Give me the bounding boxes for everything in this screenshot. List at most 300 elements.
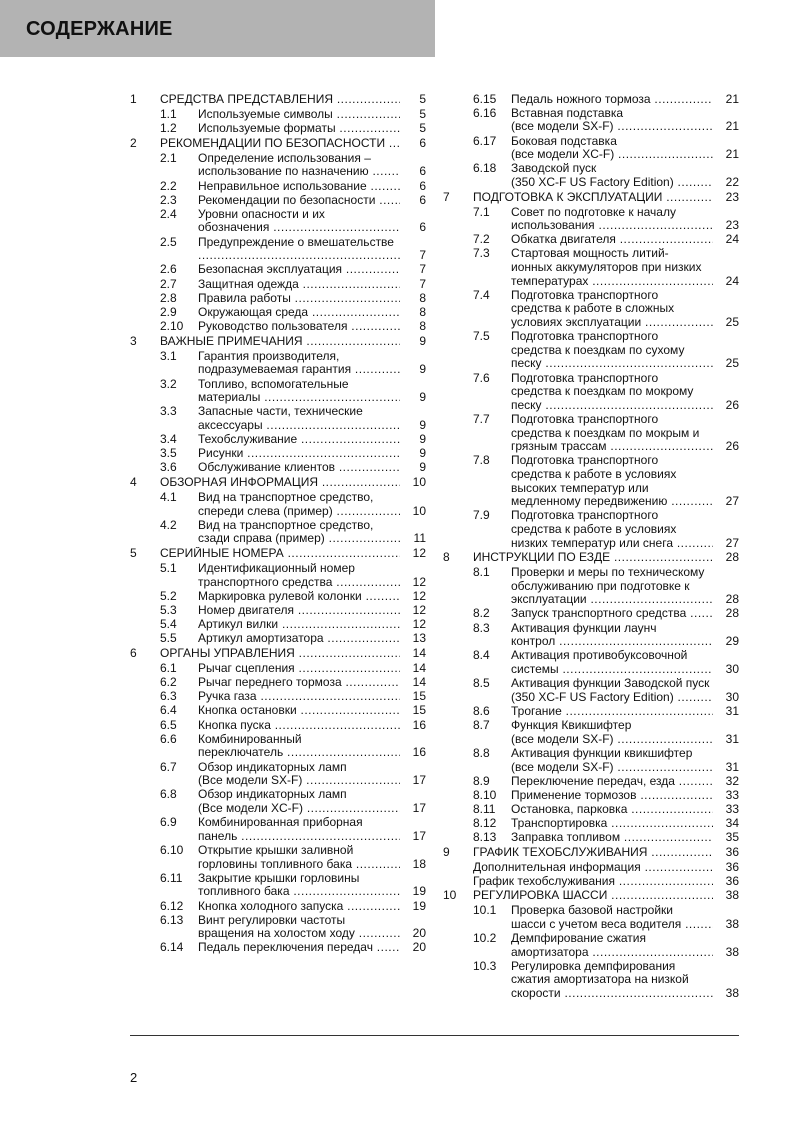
toc-entry[interactable]: [443, 889, 739, 903]
toc-entry-number: 3.4: [160, 432, 177, 447]
toc-entry-title: Рекомендации по безопасности .....: [198, 194, 400, 208]
toc-entry-number: 7: [443, 189, 450, 204]
toc-entry-number: 3.6: [160, 460, 177, 475]
toc-entry[interactable]: [130, 662, 426, 676]
toc-entry-page: 22: [723, 176, 739, 190]
toc-entry-title: Применение тормозов .....: [511, 789, 713, 803]
toc-entry-number: 3.5: [160, 446, 177, 461]
toc-entry-number: 6.4: [160, 703, 177, 718]
toc-entry-title: Транспортировка .....: [511, 817, 713, 831]
toc-entry[interactable]: [443, 551, 739, 565]
toc-entry[interactable]: [443, 960, 739, 1001]
toc-entry[interactable]: [130, 547, 426, 561]
toc-entry-title: Совет по подготовке к началу: [511, 205, 676, 219]
toc-entry-title: (Все модели SX-F) .....: [198, 774, 400, 788]
toc-entry-title: Подготовка транспортного: [511, 454, 659, 468]
toc-entry-page: 27: [723, 495, 739, 509]
toc-entry-title: высоких температур или: [511, 481, 649, 495]
toc-entry[interactable]: [130, 194, 426, 208]
toc-entry-title: Предупреждение о вмешательстве: [198, 235, 394, 249]
toc-entry-title: песку .....: [511, 399, 713, 413]
toc-entry-title: Кнопка пуска .....: [198, 719, 400, 733]
toc-entry-page: 9: [416, 447, 426, 461]
toc-entry-page: 6: [416, 165, 426, 179]
toc-entry-number: 7.6: [473, 370, 490, 385]
toc-entry-title: ОРГАНЫ УПРАВЛЕНИЯ .....: [160, 647, 400, 661]
toc-entry-title: Активация функции Заводской пуск: [511, 677, 710, 691]
toc-entry-title: Техобслуживание .....: [198, 433, 400, 447]
toc-entry-number: 1.1: [160, 106, 177, 121]
toc-entry-page: 27: [723, 537, 739, 551]
toc-entry-number: 6.13: [160, 912, 184, 927]
toc-entry[interactable]: [130, 433, 426, 447]
toc-entry-title: скорости .....: [511, 987, 713, 1001]
toc-entry[interactable]: [130, 900, 426, 914]
toc-entry-page: 26: [723, 399, 739, 413]
toc-entry-number: 8.12: [473, 816, 497, 831]
toc-entry-page: 36: [723, 875, 739, 889]
toc-entry[interactable]: [130, 292, 426, 306]
toc-entry[interactable]: [130, 719, 426, 733]
toc-entry-number: 2.1: [160, 150, 177, 165]
toc-entry[interactable]: [130, 632, 426, 646]
toc-entry-title: Номер двигателя .....: [198, 604, 400, 618]
toc-entry-page: 38: [723, 987, 739, 1001]
toc-entry-page: 24: [723, 275, 739, 289]
toc-entry[interactable]: [130, 152, 426, 179]
toc-entry-title: песку .....: [511, 357, 713, 371]
toc-entry-number: 8.10: [473, 787, 497, 802]
toc-entry-number: 2.5: [160, 234, 177, 249]
toc-entry-title: (все модели XC-F) .....: [511, 148, 713, 162]
toc-entry[interactable]: [130, 590, 426, 604]
toc-entry-title: Защитная одежда .....: [198, 278, 400, 292]
toc-entry-page: 9: [416, 335, 426, 349]
toc-entry-page: 29: [723, 635, 739, 649]
toc-entry[interactable]: [443, 107, 739, 134]
toc-entry-title: Маркировка рулевой колонки .....: [198, 590, 400, 604]
toc-entry-page: 12: [410, 618, 426, 632]
toc-entry-number: 6.7: [160, 759, 177, 774]
toc-entry[interactable]: [443, 677, 739, 704]
toc-entry-number: 1: [130, 92, 137, 107]
toc-entry-title: аксессуары .....: [198, 419, 400, 433]
toc-entry-title: Кнопка холодного запуска .....: [198, 900, 400, 914]
toc-entry-title: Открытие крышки заливной: [198, 843, 354, 857]
toc-entry-title: (все модели SX-F) .....: [511, 733, 713, 747]
toc-entry-number: 5.1: [160, 560, 177, 575]
toc-entry[interactable]: [443, 607, 739, 621]
toc-entry-number: 6.5: [160, 717, 177, 732]
toc-entry-title: Боковая подставка: [511, 134, 617, 148]
toc-entry-page: 25: [723, 357, 739, 371]
toc-entry-title: условиях эксплуатации .....: [511, 316, 713, 330]
toc-entry-title: средства к работе в сложных: [511, 302, 675, 316]
toc-entry[interactable]: [443, 454, 739, 508]
toc-entry-page: 7: [416, 278, 426, 292]
toc-entry-title: подразумеваемая гарантия .....: [198, 363, 400, 377]
toc-entry-page: 38: [723, 918, 739, 932]
toc-entry-page: 9: [416, 461, 426, 475]
toc-entry-title: Вставная подставка: [511, 106, 624, 120]
toc-entry-title: Определение использования –: [198, 151, 371, 165]
toc-entry-page: 30: [723, 691, 739, 705]
toc-entry-number: 6.1: [160, 660, 177, 675]
toc-entry-title: Кнопка остановки .....: [198, 704, 400, 718]
toc-entry[interactable]: [443, 932, 739, 959]
toc-entry-page: 28: [723, 551, 739, 565]
toc-entry[interactable]: [443, 191, 739, 205]
toc-entry-number: 6.14: [160, 940, 184, 955]
toc-entry-page: 31: [723, 733, 739, 747]
toc-entry-number: 9: [443, 845, 450, 860]
toc-entry-title: РЕКОМЕНДАЦИИ ПО БЕЗОПАСНОСТИ .....: [160, 137, 400, 151]
toc-entry[interactable]: [443, 831, 739, 845]
toc-entry-number: 2.10: [160, 319, 184, 334]
toc-entry-number: 7.9: [473, 508, 490, 523]
toc-entry-title: Окружающая среда .....: [198, 306, 400, 320]
toc-entry[interactable]: [130, 604, 426, 618]
toc-entry-title: средства к работе в условиях: [511, 467, 677, 481]
toc-entry-page: 17: [410, 802, 426, 816]
toc-entry-title: Используемые форматы .....: [198, 122, 400, 136]
toc-entry-number: 5.3: [160, 602, 177, 617]
toc-entry-number: 8.1: [473, 565, 490, 580]
toc-entry-title: Переключение передач, езда .....: [511, 775, 713, 789]
toc-entry[interactable]: [443, 206, 739, 233]
toc-entry-page: 6: [416, 221, 426, 235]
toc-entry-title: Вид на транспортное средство,: [198, 491, 374, 505]
toc-entry-title: материалы .....: [198, 391, 400, 405]
toc-entry-title: Артикул амортизатора .....: [198, 632, 400, 646]
toc-entry-title: Активация противобуксовочной: [511, 649, 688, 663]
toc-entry[interactable]: [130, 761, 426, 788]
toc-entry-number: 3.2: [160, 376, 177, 391]
toc-entry-page: 23: [723, 191, 739, 205]
toc-entry-title: Гарантия производителя,: [198, 349, 340, 363]
toc-entry-title: низких температур или снега .....: [511, 537, 713, 551]
toc-entry[interactable]: [130, 476, 426, 490]
toc-entry-page: 25: [723, 316, 739, 330]
toc-entry-title: РЕГУЛИРОВКА ШАССИ .....: [473, 889, 713, 903]
toc-entry-number: 8.9: [473, 773, 490, 788]
toc-entry-page: 11: [411, 532, 426, 546]
toc-entry-number: 6.10: [160, 842, 184, 857]
toc-entry-number: 5.2: [160, 588, 177, 603]
toc-entry-title: Подготовка транспортного: [511, 412, 659, 426]
toc-entry[interactable]: [130, 788, 426, 815]
toc-entry-number: 7.2: [473, 232, 490, 247]
toc-entry-page: 33: [723, 789, 739, 803]
toc-entry[interactable]: [130, 618, 426, 632]
toc-entry[interactable]: [443, 233, 739, 247]
toc-entry-number: 7.4: [473, 287, 490, 302]
toc-entry-title: ГРАФИК ТЕХОБСЛУЖИВАНИЯ .....: [473, 846, 713, 860]
toc-entry[interactable]: [443, 846, 739, 860]
toc-entry-number: 6.9: [160, 815, 177, 830]
toc-entry[interactable]: [443, 247, 739, 288]
toc-entry-title: Руководство пользователя .....: [198, 320, 400, 334]
page-title: СОДЕРЖАНИЕ: [26, 18, 173, 40]
toc-entry-title: Подготовка транспортного: [511, 371, 659, 385]
toc-entry[interactable]: [130, 122, 426, 136]
toc-entry-number: 10.3: [473, 958, 497, 973]
toc-entry-title: средства к поездкам по сухому: [511, 343, 685, 357]
toc-entry-page: 5: [416, 108, 426, 122]
toc-entry-title: переключатель .....: [198, 746, 400, 760]
toc-entry-page: 21: [723, 93, 739, 107]
toc-entry-title: панель .....: [198, 830, 400, 844]
toc-entry-title: вращения на холостом ходу .....: [198, 927, 400, 941]
toc-entry-title: График техобслуживания .....: [473, 875, 713, 889]
toc-entry-number: 3: [130, 333, 137, 348]
toc-entry-page: 8: [416, 292, 426, 306]
toc-entry-title: грязным трассам .....: [511, 440, 713, 454]
toc-entry-title: Обкатка двигателя .....: [511, 233, 713, 247]
toc-entry-title: эксплуатации .....: [511, 593, 713, 607]
toc-entry[interactable]: [130, 844, 426, 871]
toc-entry-title: (Все модели XC-F) .....: [198, 802, 400, 816]
toc-entry-number: 8.5: [473, 676, 490, 691]
toc-entry[interactable]: [443, 719, 739, 746]
toc-entry[interactable]: [130, 278, 426, 292]
toc-entry-number: 7.3: [473, 246, 490, 261]
toc-entry-title: средства к работе в условиях: [511, 522, 677, 536]
toc-entry[interactable]: [443, 413, 739, 454]
toc-entry[interactable]: [443, 289, 739, 330]
toc-entry[interactable]: [443, 372, 739, 413]
toc-entry[interactable]: [443, 904, 739, 931]
toc-entry-title: Демпфирование сжатия: [511, 931, 646, 945]
toc-entry-page: 36: [723, 861, 739, 875]
toc-entry-title: Остановка, парковка .....: [511, 803, 713, 817]
toc-entry-page: 10: [410, 505, 426, 519]
toc-entry-title: топливного бака .....: [198, 885, 400, 899]
toc-entry-title: спереди слева (пример) .....: [198, 505, 400, 519]
toc-entry[interactable]: [130, 405, 426, 432]
toc-entry-page: 9: [416, 363, 426, 377]
toc-entry[interactable]: [443, 93, 739, 107]
toc-entry-title: Функция Квикшифтер: [511, 719, 632, 733]
toc-entry-number: 2.8: [160, 290, 177, 305]
toc-entry-title: Винт регулировки частоты: [198, 913, 346, 927]
toc-entry-number: 2.4: [160, 206, 177, 221]
toc-entry-page: 7: [416, 263, 426, 277]
toc-entry-number: 6.6: [160, 731, 177, 746]
toc-entry-number: 4.1: [160, 490, 177, 505]
toc-entry[interactable]: [443, 705, 739, 719]
toc-entry-title: СЕРИЙНЫЕ НОМЕРА .....: [160, 547, 400, 561]
toc-entry-number: 2.6: [160, 262, 177, 277]
toc-entry-title: Активация функции лаунч: [511, 621, 657, 635]
toc-entry-page: 15: [410, 690, 426, 704]
toc-entry-title: Неправильное использование .....: [198, 180, 400, 194]
toc-entry-title: средства к поездкам по мокрому: [511, 385, 694, 399]
toc-entry[interactable]: [130, 447, 426, 461]
toc-entry[interactable]: [130, 914, 426, 941]
toc-entry-title: Безопасная эксплуатация .....: [198, 263, 400, 277]
toc-entry-page: 35: [723, 831, 739, 845]
toc-entry-number: 8.11: [473, 802, 496, 817]
toc-entry-number: 4.2: [160, 517, 177, 532]
toc-entry[interactable]: [443, 509, 739, 550]
toc-entry-title: Ручка газа .....: [198, 690, 400, 704]
toc-entry[interactable]: [443, 803, 739, 817]
toc-entry[interactable]: [130, 519, 426, 546]
toc-entry-title: контрол .....: [511, 635, 713, 649]
toc-entry-number: 6.15: [473, 91, 497, 106]
toc-entry-number: 8.4: [473, 648, 490, 663]
toc-entry[interactable]: [130, 350, 426, 377]
toc-entry[interactable]: [130, 180, 426, 194]
toc-entry[interactable]: [130, 461, 426, 475]
toc-entry-number: 6.17: [473, 133, 497, 148]
toc-entry-page: 5: [416, 93, 426, 107]
toc-entry-title: использования .....: [511, 219, 713, 233]
toc-entry-title: Стартовая мощность литий-: [511, 247, 669, 261]
toc-entry-title: Трогание .....: [511, 705, 713, 719]
toc-entry-number: 6.2: [160, 675, 177, 690]
toc-entry-page: 6: [416, 137, 426, 151]
toc-entry-title: сжатия амортизатора на низкой: [511, 973, 689, 987]
toc-entry-page: 7: [416, 249, 426, 263]
toc-entry-title: Дополнительная информация .....: [473, 861, 713, 875]
toc-entry[interactable]: [130, 704, 426, 718]
toc-entry-number: 7.5: [473, 329, 490, 344]
toc-entry[interactable]: [443, 875, 739, 889]
toc-entry-title: Заводской пуск: [511, 162, 597, 176]
toc-entry[interactable]: [443, 330, 739, 371]
toc-entry[interactable]: [443, 135, 739, 162]
toc-entry-title: обозначения .....: [198, 221, 400, 235]
toc-entry-title: транспортного средства .....: [198, 576, 400, 590]
toc-entry[interactable]: [130, 733, 426, 760]
toc-entry[interactable]: [443, 649, 739, 676]
toc-entry[interactable]: [130, 320, 426, 334]
toc-entry-page: 12: [410, 576, 426, 590]
toc-entry[interactable]: [130, 491, 426, 518]
toc-entry-title: ИНСТРУКЦИИ ПО ЕЗДЕ .....: [473, 551, 713, 565]
toc-entry-number: 2.7: [160, 276, 177, 291]
toc-entry-number: 8.7: [473, 718, 490, 733]
toc-entry[interactable]: [130, 306, 426, 320]
toc-entry-page: 31: [723, 705, 739, 719]
toc-entry[interactable]: [130, 676, 426, 690]
toc-entry-title: Педаль переключения передач .....: [198, 941, 400, 955]
toc-entry-title: ионных аккумуляторов при низких: [511, 261, 702, 275]
toc-entry[interactable]: [130, 941, 426, 955]
toc-column-left: [130, 92, 426, 955]
toc-entry-number: 1.2: [160, 121, 177, 136]
toc-entry[interactable]: [130, 647, 426, 661]
toc-entry[interactable]: [130, 236, 426, 263]
toc-entry-number: 2.3: [160, 192, 177, 207]
toc-entry-title: Подготовка транспортного: [511, 288, 659, 302]
toc-entry-page: 9: [416, 433, 426, 447]
toc-entry-page: 30: [723, 663, 739, 677]
toc-entry[interactable]: [130, 690, 426, 704]
toc-entry-page: 31: [723, 761, 739, 775]
toc-entry-page: 38: [723, 889, 739, 903]
toc-entry-number: 2.2: [160, 178, 177, 193]
toc-entry-page: 20: [410, 927, 426, 941]
toc-entry-page: 38: [723, 946, 739, 960]
toc-entry[interactable]: [443, 789, 739, 803]
toc-entry-title: Запасные части, технические: [198, 405, 363, 419]
toc-entry-page: 12: [410, 547, 426, 561]
toc-entry-page: 23: [723, 219, 739, 233]
toc-entry[interactable]: [130, 263, 426, 277]
toc-entry-title: Регулировка демпфирования: [511, 959, 676, 973]
toc-entry-title: Обзор индикаторных ламп: [198, 788, 347, 802]
toc-entry-title: Заправка топливом .....: [511, 831, 713, 845]
toc-entry[interactable]: [443, 817, 739, 831]
toc-entry-number: 6.8: [160, 787, 177, 802]
toc-entry[interactable]: [130, 108, 426, 122]
toc-entry-number: 6.3: [160, 689, 177, 704]
toc-entry-title: Подготовка транспортного: [511, 330, 659, 344]
toc-entry[interactable]: [130, 562, 426, 589]
toc-entry[interactable]: [130, 137, 426, 151]
toc-entry-page: 6: [416, 194, 426, 208]
toc-entry-page: 21: [723, 120, 739, 134]
toc-entry-number: 7.8: [473, 453, 490, 468]
toc-entry[interactable]: [443, 861, 739, 875]
toc-entry[interactable]: [443, 622, 739, 649]
toc-entry[interactable]: [130, 872, 426, 899]
toc-entry-title: Рычаг переднего тормоза .....: [198, 676, 400, 690]
toc-entry-number: 3.1: [160, 348, 177, 363]
toc-entry-number: 8.13: [473, 830, 497, 845]
toc-entry-title: Вид на транспортное средство,: [198, 518, 374, 532]
toc-entry-page: 16: [410, 746, 426, 760]
toc-entry[interactable]: [443, 747, 739, 774]
toc-entry-number: 8.2: [473, 606, 490, 621]
toc-entry-title: Топливо, вспомогательные: [198, 377, 349, 391]
toc-entry-page: 16: [410, 719, 426, 733]
toc-entry[interactable]: [130, 816, 426, 843]
toc-entry-title: Проверки и меры по техническому: [511, 566, 705, 580]
toc-entry[interactable]: [443, 162, 739, 189]
toc-entry-title: Проверка базовой настройки: [511, 904, 674, 918]
page-number: 2: [130, 1070, 138, 1085]
toc-entry[interactable]: [130, 335, 426, 349]
toc-entry-title: шасси с учетом веса водителя .....: [511, 918, 713, 932]
toc-entry-page: 5: [416, 122, 426, 136]
toc-entry-page: 13: [410, 632, 426, 646]
toc-entry-page: 9: [416, 391, 426, 405]
toc-entry-number: 10: [443, 888, 457, 903]
toc-entry-title: Уровни опасности и их: [198, 207, 325, 221]
toc-entry-title: ВАЖНЫЕ ПРИМЕЧАНИЯ .....: [160, 335, 400, 349]
footer-divider: [130, 1035, 739, 1036]
toc-entry-page: 21: [723, 148, 739, 162]
toc-entry-title: ОБЗОРНАЯ ИНФОРМАЦИЯ .....: [160, 476, 400, 490]
toc-entry-page: 14: [410, 647, 426, 661]
toc-entry[interactable]: [443, 566, 739, 607]
toc-entry[interactable]: [130, 208, 426, 235]
toc-entry-page: 14: [410, 676, 426, 690]
toc-entry-page: 12: [410, 604, 426, 618]
toc-entry[interactable]: [130, 93, 426, 107]
toc-entry[interactable]: [130, 378, 426, 405]
toc-entry-page: 33: [723, 803, 739, 817]
toc-entry-number: 6.18: [473, 161, 497, 176]
toc-entry-title: Комбинированная приборная: [198, 816, 363, 830]
toc-entry-title: Рисунки .....: [198, 447, 400, 461]
toc-entry-title: системы .....: [511, 663, 713, 677]
toc-entry[interactable]: [443, 775, 739, 789]
